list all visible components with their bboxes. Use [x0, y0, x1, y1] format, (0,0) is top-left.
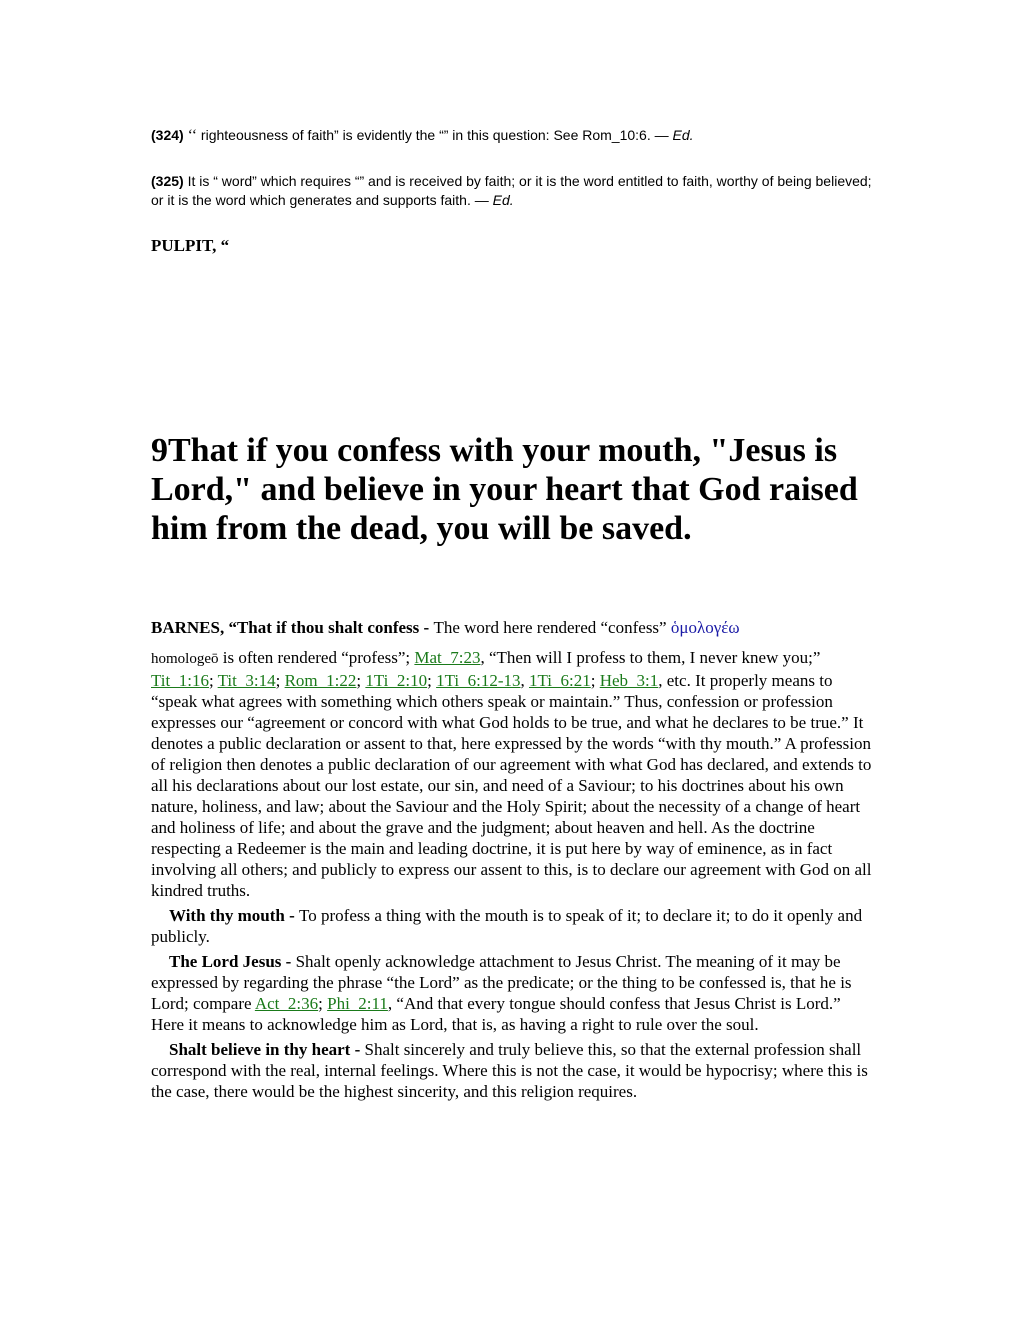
ref-link-1ti-6-12-13[interactable]: 1Ti_6:12-13 [436, 671, 521, 690]
separator: ; [275, 671, 285, 690]
ref-link-phi-2-11[interactable]: Phi_2:11 [327, 994, 388, 1013]
paragraph-text: Shalt sincerely and truly believe this, so that the external profession shall correspond with the real, internal feelings. Where this is not the case, it would be hypocrisy; where this is the case, there would be the highest sincerity, and this religion requires. [151, 1040, 868, 1101]
ref-link-tit-1-16[interactable]: Tit_1:16 [151, 671, 209, 690]
barnes-paragraph-2 [151, 905, 875, 947]
barnes-paragraph-1 [151, 647, 875, 901]
footnote-325 [151, 172, 875, 210]
barnes-body: etc. It properly means to “speak what agrees with something which others speak or maintain.” Thus, confession or profession expresses our “agreement or concord with what God holds to be true, and what he declares to be true.” It denotes a public declaration or assent to that, here expressed by the words “with thy mouth.” A profession of religion then denotes a public declaration of our agreement with what God has declared, and extends to all his declarations about our lost estate, our sin, and need of a Saviour; to his doctrines about his own nature, holiness, and law; about the Saviour and the Holy Spirit; about the necessity of a change of heart and holiness of life; and about the grave and the judgment; about heaven and hell. As the doctrine respecting a Redeemer is the main and leading doctrine, it is put here by way of eminence, as in fact involving all others; and publicly to express our assent to this, is to declare our agreement with God on all kindred truths. [151, 671, 872, 900]
separator: ; [356, 671, 366, 690]
barnes-commentary [151, 613, 875, 1102]
paragraph-text: To profess a thing with the mouth is to speak of it; to declare it; to do it openly and publicly. [151, 906, 863, 946]
editor-mark: Ed. [492, 192, 514, 208]
paragraph-text: , “And that every tongue should confess that Jesus Christ is Lord.” Here it means to acknowledge him as Lord, that is, as having a right to rule over the soul. [151, 994, 841, 1034]
subheading-the-lord-jesus: The Lord Jesus - [169, 952, 296, 971]
paragraph-text: Shalt openly acknowledge attachment to Jesus Christ. The meaning of it may be expressed by regarding the phrase “the Lord” as the predicate; or the thing to be confessed is, that he is Lord; compare [151, 952, 852, 1013]
transliteration: homologeō [151, 651, 219, 667]
ref-link-heb-3-1[interactable]: Heb_3:1 [599, 671, 659, 690]
footnote-number: (324) [151, 127, 184, 143]
separator: ; [427, 671, 437, 690]
barnes-intro: The word here rendered “confess” [433, 618, 671, 637]
separator: ; [590, 671, 600, 690]
barnes-text: is often rendered “profess”; [218, 648, 415, 667]
separator: ; [318, 994, 328, 1013]
footnote-text: It is “ word” which requires “” and is received by faith; or it is the word entitled to faith, worthy of being believed; or it is the word which generates and supports faith. — [151, 173, 872, 208]
subheading-with-thy-mouth: With thy mouth - [169, 906, 300, 925]
separator: ; [208, 671, 218, 690]
ref-link-1ti-2-10[interactable]: 1Ti_2:10 [365, 671, 428, 690]
subheading-shalt-believe: Shalt believe in thy heart - [169, 1040, 365, 1059]
editor-mark: Ed. [672, 127, 694, 143]
footnote-324 [151, 126, 875, 145]
ref-link-mat-7-23[interactable]: Mat_7:23 [414, 648, 481, 667]
ref-link-rom-1-22[interactable]: Rom_1:22 [284, 671, 357, 690]
ref-link-act-2-36[interactable]: Act_2:36 [254, 994, 319, 1013]
barnes-paragraph-4 [151, 1039, 875, 1102]
separator: , [520, 671, 529, 690]
ref-link-1ti-6-21[interactable]: 1Ti_6:21 [529, 671, 591, 690]
verse-heading: 9That if you confess with your mouth, "Jesus is Lord," and believe in your heart that God raised him from the dead, you will be saved. [151, 432, 858, 547]
footnote-number: (325) [151, 173, 184, 189]
barnes-paragraph-3 [151, 951, 875, 1035]
barnes-lead-line [151, 613, 875, 643]
barnes-text: , “Then will I profess to them, I never knew you;” [480, 648, 821, 667]
greek-word: ὁμολογέω [670, 618, 740, 637]
pulpit-heading: PULPIT, “ [151, 236, 230, 255]
open-quote: ‘‘ [187, 127, 198, 144]
footnote-text: righteousness of faith” is evidently the “” in this question: See Rom_10:6. — [197, 127, 673, 143]
barnes-heading: BARNES, “That if thou shalt confess - [151, 618, 434, 637]
ref-link-tit-3-14[interactable]: Tit_3:14 [217, 671, 276, 690]
separator: , [658, 671, 663, 690]
